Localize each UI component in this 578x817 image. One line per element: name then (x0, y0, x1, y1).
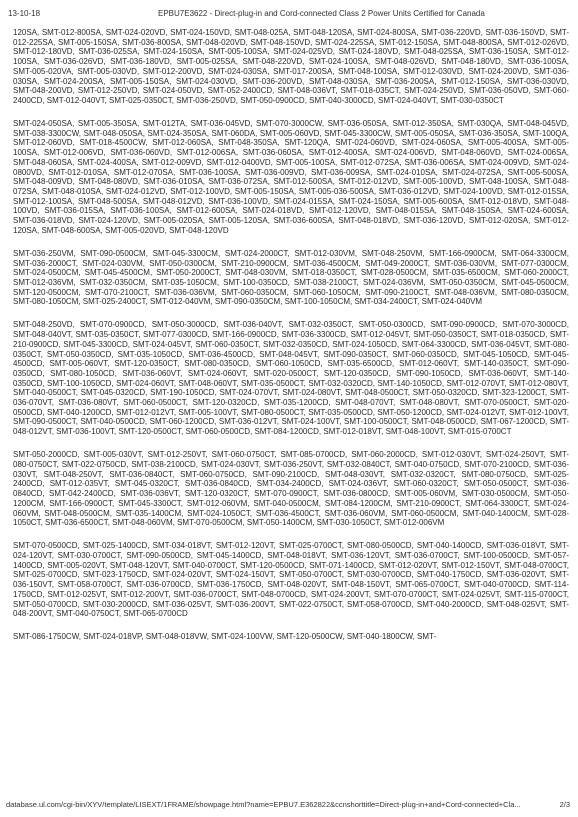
model-list (13, 28, 569, 655)
document-title: EPBU7E3622 - Direct-plug-in and Cord-connected Class 2 Power Units Certified for Canada (158, 9, 485, 18)
model-paragraph-2: SMT-024-050SA, SMT-005-350SA, SMT-012TA, SMT-036-045VD, SMT-070-3000CW, SMT-036-050SA, SMT-012-350SA, SMT-030QA, SMT-048-045VD, SMT-038-3300CW, SMT-048-050SA, SMT-024-350SA, SMT-060DA, SMT-005-060VD, SMT-045-3300CW, SMT-005-050SA, SMT-036-350SA, SMT-100QA, SMT-012-060VD, SMT-018-4500CW, SMT-012-060SA, SMT-048-350SA, SMT-120QA, SMT-024-060VD, SMT-024-060SA, SMT-005-400SA, SMT-005-100SA, SMT-012-006VD, SMT-036-060VD, SMT-012-006SA, SMT-036-060SA, SMT-012-400SA, SMT-024-006VD, SMT-048-060VD, SMT-024-006SA, SMT-048-060SA, SMT-024-400SA, SMT-012-009VD, SMT-012-0400VD, SMT-005-100SA, SMT-012-072SA, SMT-036-006SA, SMT-024-009VD, SMT-024-0800VD, SMT-012-010SA, SMT-012-070SA, SMT-036-100SA, SMT-036-009VD, SMT-036-009SA, SMT-024-010SA, SMT-024-072SA, SMT-005-500SA, SMT-048-009VD, SMT-048-080VD, SMT-036-010SA, SMT-036-072SA, SMT-012-500SA, SMT-012-012VD, SMT-005-100VD, SMT-048-100SA, SMT-048-072SA, SMT-048-010SA, SMT-024-012VD, SMT-012-100VD, SMT-005-150SA, SMT-005-036-500SA, SMT-036-012VD, SMT-024-100VD, SMT-012-015SA, SMT-012-100SA, SMT-048-500SA, SMT-048-012VD, SMT-036-100VD, SMT-024-015SA, SMT-024-150SA, SMT-005-600SA, SMT-012-018VD, SMT-048-100VD, SMT-036-015SA, SMT-036-100SA, SMT-012-600SA, SMT-024-018VD, SMT-012-120VD, SMT-048-015SA, SMT-048-150SA, SMT-024-600SA, SMT-036-018VD, SMT-024-120VD, SMT-005-020SA, SMT-005-120SA, SMT-036-600SA, SMT-048-018VD, SMT-036-120VD, SMT-012-020SA, SMT-012-120SA, SMT-048-600SA, SMT-005-020VD, SMT-048-120VD (13, 119, 569, 235)
model-paragraph-1: 120SA, SMT-012-800SA, SMT-024-020VD, SMT-024-150VD, SMT-048-025A, SMT-048-120SA, SMT-024-800SA, SMT-036-220VD, SMT-036-150VD, SMT-012-225SA, SMT-005-150SA, SMT-036-800SA, SMT-048-020VD, SMT-048-150VD, SMT-024-225SA, SMT-012-150SA, SMT-048-800SA, SMT-012-026VD, SMT-012-180VD, SMT-036-025SA, SMT-024-150SA, SMT-005-100SA, SMT-024-025VD, SMT-024-180VD, SMT-048-025SA, SMT-036-150SA, SMT-012-100SA, SMT-036-026VD, SMT-036-180VD, SMT-005-025SA, SMT-048-220VD, SMT-024-100SA, SMT-048-026VD, SMT-048-180VD, SMT-036-100SA, SMT-005-020VA, SMT-005-030VD, SMT-012-200VD, SMT-024-030SA, SMT-017-200SA, SMT-048-100SA, SMT-012-030VD, SMT-024-200VD, SMT-036-030SA, SMT-024-200SA, SMT-005-150SA, SMT-024-030VD, SMT-036-200VD, SMT-048-030SA, SMT-036-200SA, SMT-012-150SA, SMT-036-030VD, SMT-048-200VD, SMT-012-250VD, SMT-024-050VD, SMT-052-2400CD, SMT-048-036VT, SMT-018-035CT, SMT-024-250VD, SMT-036-050VD, SMT-060-2400CD, SMT-012-040VT, SMT-025-0350CT, SMT-036-250VD, SMT-050-0900CD, SMT-040-3000CD, SMT-024-040VT, SMT-030-0350CT (13, 28, 569, 105)
page-footer (6, 799, 570, 811)
print-date: 13-10-18 (8, 9, 41, 18)
page-url: database.ul.com/cgi-bin/XYV/template/LISEXT/1FRAME/showpage.html?name=EPBU7.E362822&ccnshorttitle=Direct-plug-in+and+Cord-connected+Cla... (6, 800, 521, 809)
page-header (8, 7, 570, 21)
page-number: 2/3 (559, 800, 570, 809)
model-paragraph-6: SMT-070-0500CD, SMT-025-1400CD, SMT-034-018VT, SMT-012-120VT, SMT-025-0700CT, SMT-080-0500CD, SMT-040-1400CD, SMT-036-018VT, SMT-024-120VT, SMT-030-0700CT, SMT-090-0500CD, SMT-045-1400CD, SMT-048-018VT, SMT-036-120VT, SMT-036-0700CT, SMT-100-0500CD, SMT-057-1400CD, SMT-005-020VT, SMT-048-120VT, SMT-040-0700CT, SMT-120-0500CD, SMT-071-1400CD, SMT-012-020VT, SMT-012-150VT, SMT-048-0700CT, SMT-025-0700CD, SMT-023-1750CD, SMT-024-020VT, SMT-024-150VT, SMT-050-0700CT, SMT-030-0700CD, SMT-040-1750CD, SMT-036-020VT, SMT-036-150VT, SMT-058-0700CT, SMT-036-0700CD, SMT-036-1750CD, SMT-048-020VT, SMT-048-150VT, SMT-065-0700CT, SMT-040-0700CD, SMT-114-1750CD, SMT-012-025VT, SMT-012-200VT, SMT-036-0700CT, SMT-048-0700CD, SMT-024-200VT, SMT-070-0700CT, SMT-024-025VT, SMT-115-0700CT, SMT-050-0700CD, SMT-030-2000CD, SMT-036-025VT, SMT-036-200VT, SMT-022-0750CT, SMT-058-0700CD, SMT-040-2000CD, SMT-048-025VT, SMT-048-200VT, SMT-040-0750CT, SMT-065-0700CD (13, 541, 569, 619)
model-paragraph-4: SMT-048-250VD, SMT-070-0900CD, SMT-050-3000CD, SMT-036-040VT, SMT-032-0350CT, SMT-050-0300CD, SMT-090-0900CD, SMT-070-3000CD, SMT-048-040VT, SMT-035-0350CT, SMT-077-0300CD, SMT-166-0900CD, SMT-036-3300CD, SMT-012-045VT, SMT-050-0350CT, SMT-018-0350CD, SMT-210-0900CD, SMT-045-3300CD, SMT-024-045VT, SMT-060-0350CT, SMT-032-0350CD, SMT-024-1050CD, SMT-064-3300CD, SMT-036-045VT, SMT-080-0350CT, SMT-050-0350CD, SMT-035-1050CD, SMT-036-4500CD, SMT-048-045VT, SMT-090-0350CT, SMT-060-0350CD, SMT-045-1050CD, SMT-045-4500CD, SMT-005-060VT, SMT-120-0350CT, SMT-080-0350CD, SMT-060-1050CD, SMT-035-6500CD, SMT-012-060VT, SMT-140-0350CT, SMT-090-0350CD, SMT-080-1050CD, SMT-036-060VT, SMT-024-060VT, SMT-020-0500CT, SMT-120-0350CD, SMT-090-1050CD, SMT-036-060VT, SMT-140-0350CD, SMT-100-1050CD, SMT-024-060VT, SMT-048-060VT, SMT-035-0500CT, SMT-032-0320CD, SMT-140-1050CD, SMT-012-070VT, SMT-012-080VT, SMT-040-0500CT, SMT-045-0320CD, SMT-190-1050CD, SMT-024-070VT, SMT-024-080VT, SMT-048-0500CT, SMT-050-0320CD, SMT-323-1200CT, SMT-036-070VT, SMT-036-080VT, SMT-060-0500CT, SMT-120-0320CD, SMT-035-1200CD, SMT-048-070VT, SMT-048-080VT, SMT-070-0500CT, SMT-020-0500CD, SMT-040-1200CD, SMT-012-012VT, SMT-005-100VT, SMT-080-0500CT, SMT-035-0500CD, SMT-050-1200CD, SMT-024-012VT, SMT-012-100VT, SMT-090-0500CT, SMT-040-0500CD, SMT-060-1200CD, SMT-036-012VT, SMT-024-100VT, SMT-100-0500CT, SMT-048-0500CD, SMT-067-1200CD, SMT-048-012VT, SMT-036-100VT, SMT-120-0500CT, SMT-060-0500CD, SMT-084-1200CD, SMT-012-018VT, SMT-048-100VT, SMT-015-0700CT (13, 320, 569, 437)
model-paragraph-3: SMT-036-250VM, SMT-090-0500CM, SMT-045-3300CM, SMT-024-2000CT, SMT-012-030VM, SMT-048-250VM, SMT-166-0900CM, SMT-064-3300CM, SMT-036-2000CT, SMT-024-030VM, SMT-050-0300CM, SMT-210-0900CM, SMT-036-4500CM, SMT-049-2000CT, SMT-036-030VM, SMT-077-0300CM, SMT-024-0500CM, SMT-045-4500CM, SMT-050-2000CT, SMT-048-030VM, SMT-018-0350CT, SMT-028-0500CM, SMT-035-6500CM, SMT-060-2000CT, SMT-012-036VM, SMT-032-0350CM, SMT-035-1050CM, SMT-100-0350CD, SMT-038-2100CT, SMT-024-036VM, SMT-050-0350CM, SMT-045-0500CM, SMT-120-0500CM, SMT-070-2100CT, SMT-036-036VM, SMT-060-0350CM, SMT-060-1050CM, SMT-090-2100CT, SMT-048-036VM, SMT-080-0350CM, SMT-080-1050CM, SMT-025-2400CT, SMT-012-040VM, SMT-090-0350CM, SMT-100-1050CM, SMT-034-2400CT, SMT-024-040VM (13, 248, 569, 307)
model-paragraph-7: SMT-086-1750CW, SMT-024-018VP, SMT-048-018VW, SMT-024-100VW, SMT-120-0500CW, SMT-040-1800CW, SMT- (13, 632, 437, 642)
model-paragraph-5: SMT-050-2000CD, SMT-005-030VT, SMT-012-250VT, SMT-060-0750CT, SMT-085-0700CD, SMT-060-2000CD, SMT-012-030VT, SMT-024-250VT, SMT-080-0750CT, SMT-022-0750CD, SMT-038-2100CD, SMT-024-030VT, SMT-036-250VT, SMT-032-0840CT, SMT-040-0750CD, SMT-070-2100CD, SMT-036-030VT, SMT-048-250VT, SMT-036-0840CT, SMT-060-0750CD, SMT-090-2100CD, SMT-048-030VT, SMT-032-0320CT, SMT-080-0750CD, SMT-025-2400CD, SMT-012-035VT, SMT-045-0320CT, SMT-036-0840CD, SMT-034-2400CD, SMT-024-036VT, SMT-060-0320CT, SMT-050-0500CT, SMT-036-0840CD, SMT-042-2400CD, SMT-036-036VT, SMT-120-0320CT, SMT-070-0900CT, SMT-036-0800CD, SMT-005-060VM, SMT-030-0500CM, SMT-050-1200CM, SMT-166-0900CT, SMT-045-3300CT, SMT-012-060VM, SMT-040-0500CM, SMT-084-1200CM, SMT-210-0900CT, SMT-064-3300CT, SMT-024-060VM, SMT-048-0500CM, SMT-035-1400CM, SMT-024-1050CT, SMT-036-4500CT, SMT-036-060VM, SMT-060-0500CM, SMT-040-1400CM, SMT-028-1050CT, SMT-036-6500CT, SMT-048-060VM, SMT-070-0500CM, SMT-050-1400CM, SMT-030-1050CT, SMT-012-006VM (13, 450, 569, 528)
